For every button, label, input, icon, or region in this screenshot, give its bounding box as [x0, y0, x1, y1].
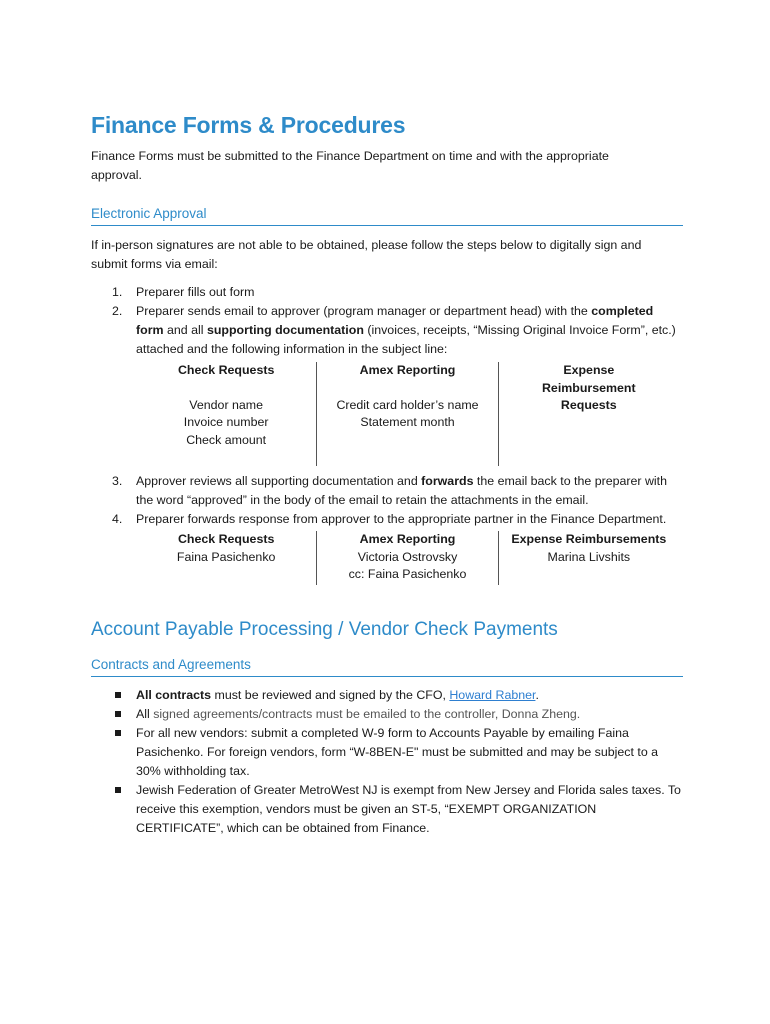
step-text: Approver reviews all supporting documentation and: [136, 474, 422, 488]
step-bold-text: supporting documentation: [206, 323, 364, 337]
column-line: Statement month: [360, 415, 455, 429]
table-column-expense-reimbursements: [499, 531, 679, 585]
list-item: [91, 686, 683, 705]
step-item: [91, 472, 683, 510]
step-text: the email back to the preparer with the word “approved” in the body of the email to retain the attachments in the email.: [136, 474, 668, 507]
table-column-check-requests: [136, 531, 316, 585]
table-column-amex-reporting: [316, 362, 498, 466]
bullet-icon: [115, 711, 121, 717]
step-number: 3.: [112, 474, 123, 488]
list-item: [91, 781, 683, 838]
column-header: Amex Reporting: [359, 532, 456, 546]
column-header: Expense Reimbursements: [511, 532, 667, 546]
item-text: .: [535, 688, 539, 702]
step-item: [91, 283, 683, 302]
item-text: For all new vendors: submit a completed W-9 form to Accounts Payable by emailing Faina Pasichenko. For foreign vendors, form “W-8BEN-E" must be submitted and may be subject to a 30% withholding tax.: [136, 726, 659, 778]
list-item: [91, 705, 683, 724]
column-header: Amex Reporting: [359, 363, 456, 377]
step-text: Preparer fills out form: [136, 285, 255, 299]
step-number: 4.: [112, 512, 123, 526]
item-text: All: [136, 707, 154, 721]
step-text: and all: [163, 323, 207, 337]
subject-line-table: [136, 362, 679, 466]
step-text: Preparer sends email to approver (program manager or department head) with the: [136, 304, 592, 318]
document-page: [91, 108, 683, 838]
column-line: Faina Pasichenko: [176, 549, 276, 564]
table-column-expense-reimbursement: [499, 362, 679, 466]
step-bold-text: forwards: [421, 474, 474, 488]
approval-steps-continued: [91, 472, 683, 529]
item-text: signed agreements/contracts must be emailed to the controller, Donna Zheng.: [153, 707, 581, 721]
column-line: Marina Livshits: [547, 549, 631, 564]
column-header: Expense Reimbursement Requests: [541, 363, 636, 412]
column-header: Check Requests: [177, 363, 275, 377]
column-line: cc: Faina Pasichenko: [348, 567, 467, 581]
bold-text: All contracts: [136, 688, 212, 702]
column-line: Check amount: [186, 432, 267, 447]
step-number: 2.: [112, 304, 123, 318]
column-line: Vendor name: [189, 397, 264, 412]
step-item: [91, 510, 683, 529]
column-line: Victoria Ostrovsky: [357, 549, 458, 564]
step-text: Preparer forwards response from approver to the appropriate partner in the Finance Department.: [136, 512, 667, 526]
cfo-link[interactable]: Howard Rabner: [449, 688, 536, 702]
contracts-heading: Contracts and Agreements: [91, 656, 683, 677]
step-number: 1.: [112, 285, 123, 299]
list-item: [91, 724, 683, 781]
column-line: Credit card holder’s name: [336, 397, 479, 412]
bullet-icon: [115, 787, 121, 793]
ap-section-heading: Account Payable Processing / Vendor Check Payments: [91, 619, 558, 640]
intro-paragraph: Finance Forms must be submitted to the Finance Department on time and with the appropriate approval.: [91, 149, 609, 182]
bullet-icon: [115, 730, 121, 736]
step-text: (invoices, receipts, “Missing Original Invoice Form”, etc.) attached and the following information in the subject line:: [136, 323, 676, 356]
table-column-check-requests: [136, 362, 316, 466]
step-item: [91, 302, 683, 359]
bullet-icon: [115, 692, 121, 698]
approval-steps: [91, 283, 683, 359]
step-bold-text: completed form: [136, 304, 654, 337]
item-text: Jewish Federation of Greater MetroWest NJ is exempt from New Jersey and Florida sales taxes. To receive this exemption, vendors must be given an ST-5, “EXEMPT ORGANIZATION CERTIFICATE”, which can be obtained from Finance.: [136, 783, 681, 835]
column-header: Check Requests: [177, 532, 275, 546]
table-column-amex-reporting: [316, 531, 498, 585]
column-line: Invoice number: [183, 415, 269, 429]
partner-table: [136, 531, 679, 585]
electronic-approval-heading: Electronic Approval: [91, 205, 683, 226]
page-title: Finance Forms & Procedures: [91, 112, 406, 138]
contracts-list: [91, 686, 683, 838]
electronic-approval-paragraph: If in-person signatures are not able to be obtained, please follow the steps below to digitally sign and submit forms via email:: [91, 238, 642, 271]
item-text: must be reviewed and signed by the CFO,: [211, 688, 450, 702]
